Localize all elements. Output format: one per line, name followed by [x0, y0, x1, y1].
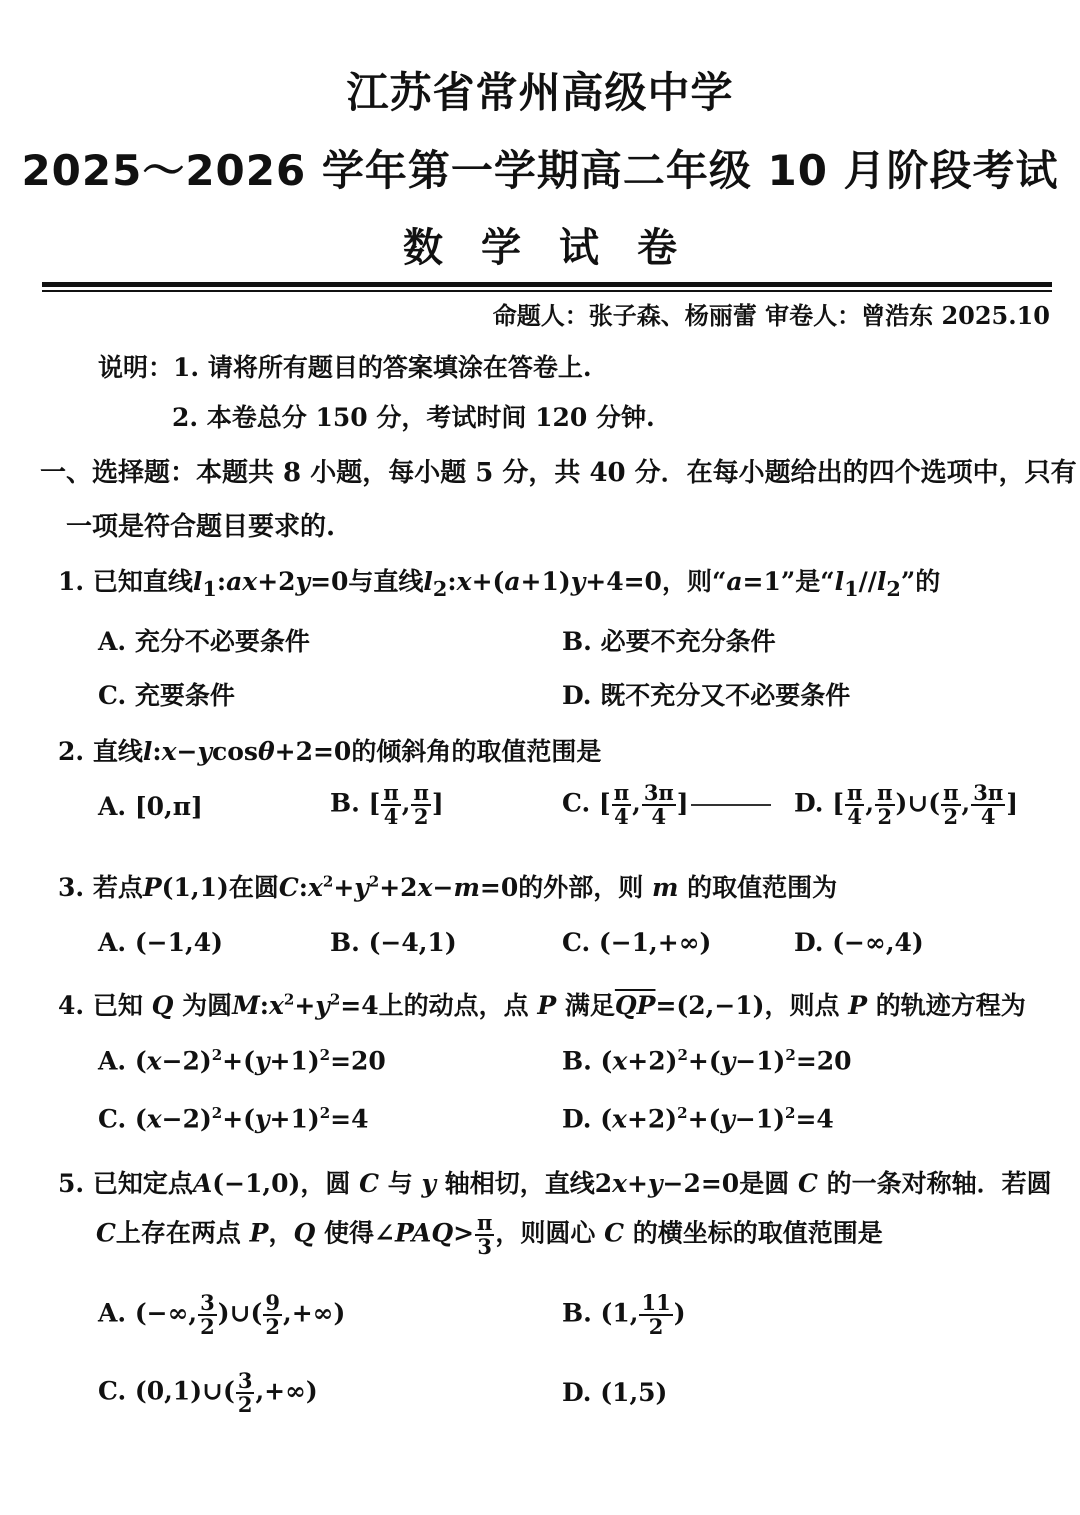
- option-label: D.: [794, 928, 824, 957]
- q2-option-b[interactable]: B. [ $\frac{\pi}{4}$ , $\frac{\pi}{2}$ ]: [330, 780, 444, 830]
- q5-option-a[interactable]: A. (−∞, $\frac{3}{2}$ )∪( $\frac{9}{2}$ ,+∞): [98, 1290, 346, 1340]
- option-text: (−∞,4): [832, 928, 924, 957]
- option-label: A.: [98, 627, 127, 656]
- q3-option-b[interactable]: [330, 928, 457, 957]
- option-label: C.: [562, 928, 591, 957]
- question-number: 4.: [58, 991, 85, 1020]
- option-label: B.: [562, 627, 592, 656]
- q1-option-a[interactable]: [98, 622, 310, 658]
- q5-option-b[interactable]: B. (1, $\frac{11}{2}$ ): [562, 1290, 686, 1340]
- header-rule-thick: [42, 282, 1052, 287]
- q5-text: 的横坐标的取值范围是: [632, 1218, 883, 1248]
- option-text: (−1,4): [134, 928, 223, 957]
- q5-text: 的一条对称轴．若圆: [826, 1169, 1052, 1198]
- option-text: 充要条件: [134, 681, 235, 710]
- pen-mark: [691, 804, 771, 806]
- question-number: 2.: [58, 737, 85, 766]
- school-title: 江苏省常州高级中学: [346, 68, 734, 117]
- q1-option-d[interactable]: [562, 676, 850, 712]
- option-label: D.: [562, 1104, 592, 1134]
- q3-text: 若点: [92, 873, 143, 902]
- q4-option-a[interactable]: A. $(x-2)^2+(y+1)^2=20$: [98, 1046, 386, 1076]
- question-2: 2. 直线l:x−ycosθ+2=0的倾斜角的取值范围是: [58, 737, 602, 766]
- q4-text: 为圆: [182, 991, 233, 1020]
- q5-text: 上存在两点: [115, 1218, 241, 1248]
- section-heading-cont: 一项是符合题目要求的.: [66, 512, 336, 542]
- q5-text: ，则圆心: [495, 1218, 596, 1248]
- q5-option-d[interactable]: [562, 1378, 667, 1407]
- subject-title: 数学试卷: [403, 225, 715, 271]
- q3-option-a[interactable]: [98, 928, 223, 957]
- question-4: 4. 已知 Q 为圆$M:x^2+y^2=4$上的动点，点 P 满足$\overline{QP}=(2,-1)$，则点 P 的轨迹方程为: [58, 990, 1026, 1020]
- q4-option-b[interactable]: B. $(x+2)^2+(y-1)^2=20$: [562, 1046, 852, 1076]
- question-5-cont: C上存在两点 P，Q 使得∠PAQ> $\frac{\pi}{3}$ ，则圆心 C 的横坐标的取值范围是: [96, 1210, 883, 1260]
- option-text: 既不充分又不必要条件: [600, 681, 851, 710]
- instructions: [98, 348, 592, 384]
- q5-text: 是圆: [739, 1169, 790, 1198]
- exam-title: 2025～2026 学年第一学期高二年级 10 月阶段考试: [21, 146, 1059, 195]
- option-label: A.: [98, 1046, 127, 1076]
- q4-text: 上的动点，点: [378, 991, 529, 1020]
- q2-text: 的倾斜角的取值范围是: [351, 737, 602, 766]
- q1-option-b[interactable]: [562, 622, 776, 658]
- q5-text: 与: [387, 1169, 413, 1198]
- option-label: A.: [98, 792, 127, 821]
- option-label: D.: [562, 681, 592, 710]
- option-label: D.: [794, 788, 824, 818]
- option-label: A.: [98, 1298, 127, 1328]
- q2-text: 直线: [92, 737, 143, 766]
- q4-text: 满足: [564, 991, 615, 1020]
- q1-text: ”是“: [780, 567, 835, 596]
- q3-option-d[interactable]: [794, 928, 924, 957]
- q1-text: ，则“: [661, 567, 727, 596]
- q1-text: ”的: [900, 567, 941, 596]
- header-rule-thin: [42, 290, 1052, 292]
- q4-text: 的轨迹方程为: [875, 991, 1026, 1020]
- q1-option-c[interactable]: [98, 676, 235, 712]
- option-label: B.: [330, 788, 360, 818]
- option-text: (−4,1): [368, 928, 457, 957]
- q5-text: 已知定点: [92, 1169, 193, 1198]
- q3-text: 在圆: [228, 873, 279, 902]
- option-label: B.: [562, 1046, 592, 1076]
- q4-text: 已知: [92, 991, 143, 1020]
- q2-option-a[interactable]: [98, 792, 203, 821]
- q5-text: ，圆: [300, 1169, 351, 1198]
- option-text: (−1,+∞): [598, 928, 712, 957]
- q2-option-c[interactable]: C. [ $\frac{\pi}{4}$ , $\frac{3\pi}{4}$ ]: [562, 782, 771, 828]
- option-label: B.: [330, 928, 360, 957]
- q1-text: 已知直线: [92, 567, 193, 596]
- option-text: 充分不必要条件: [134, 627, 310, 656]
- author-line: 命题人：张子森、杨丽蕾 审卷人：曾浩东 2025.10: [492, 301, 1050, 330]
- q3-text: 的外部，则: [518, 873, 644, 902]
- question-3: 3. 若点P(1,1)在圆$C:x^2+y^2+2x-m=0$的外部，则 m 的取值范围为: [58, 872, 838, 902]
- q4-text: ，则点: [764, 991, 840, 1020]
- q3-option-c[interactable]: [562, 928, 711, 957]
- question-number: 5.: [58, 1169, 85, 1198]
- question-number: 1.: [58, 567, 85, 596]
- q4-option-c[interactable]: C. $(x-2)^2+(y+1)^2=4$: [98, 1104, 369, 1134]
- q1-text: 与直线: [348, 567, 424, 596]
- option-label: C.: [98, 1104, 127, 1134]
- option-label: A.: [98, 928, 127, 957]
- option-text: (1,5): [600, 1378, 668, 1407]
- instruction-2: 2. 本卷总分 150 分，考试时间 120 分钟.: [172, 403, 655, 432]
- q5-text: 轴相切，直线: [444, 1169, 595, 1198]
- section-heading: 一、选择题：本题共 8 小题，每小题 5 分，共 40 分．在每小题给出的四个选项中，只有: [40, 458, 1077, 488]
- option-text: 必要不充分条件: [600, 627, 776, 656]
- option-label: C.: [98, 681, 127, 710]
- option-label: B.: [562, 1298, 592, 1328]
- question-number: 3.: [58, 873, 85, 902]
- question-5: 5. 已知定点A(−1,0)，圆 C 与 y 轴相切，直线2x+y−2=0是圆 C 的一条对称轴．若圆: [58, 1169, 1052, 1198]
- option-label: D.: [562, 1378, 592, 1407]
- question-1: 1. 已知直线$l_1:ax+2y=0$与直线$l_2:x+(a+1)y+4=0$，则“a=1”是“$l_1//l_2$”的: [58, 567, 941, 601]
- q5-option-c[interactable]: C. (0,1)∪( $\frac{3}{2}$ ,+∞): [98, 1368, 318, 1418]
- option-label: C.: [562, 788, 591, 818]
- q4-option-d[interactable]: D. $(x+2)^2+(y-1)^2=4$: [562, 1104, 834, 1134]
- instructions-label: 说明：: [98, 353, 174, 382]
- q5-text: 使得: [323, 1218, 374, 1248]
- q3-text: 的取值范围为: [687, 873, 838, 902]
- option-label: C.: [98, 1376, 127, 1406]
- option-text: [0,π]: [134, 792, 203, 821]
- q2-option-d[interactable]: D. [ $\frac{\pi}{4}$ , $\frac{\pi}{2}$ )∪( $\frac{\pi}{2}$ , $\frac{3\pi}{4}$ ]: [794, 780, 1019, 830]
- instruction-1: 1. 请将所有题目的答案填涂在答卷上.: [173, 353, 592, 382]
